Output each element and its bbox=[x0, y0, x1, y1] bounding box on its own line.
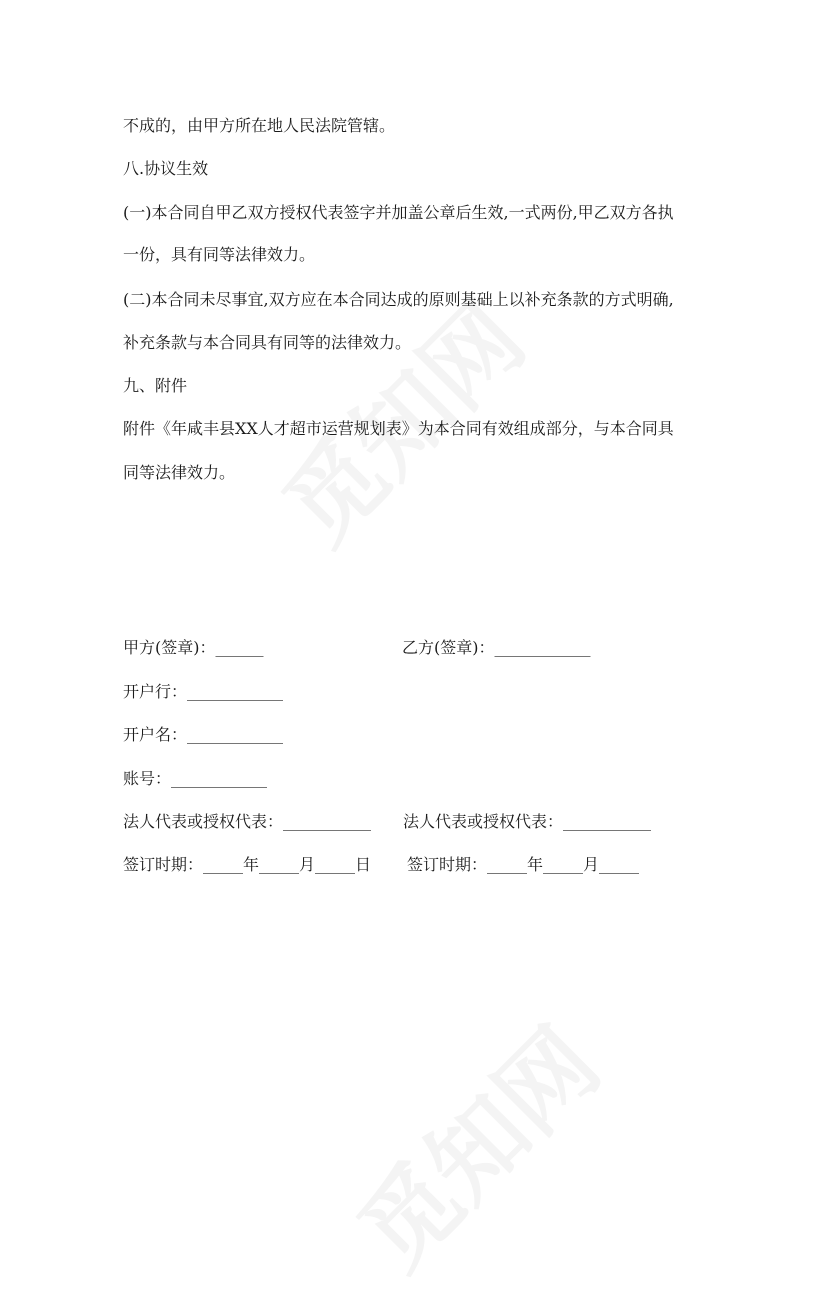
paragraph-attachment-line1: 附件《年咸丰县XX人才超市运营规划表》为本合同有效组成部分，与本合同具 bbox=[123, 419, 674, 438]
heading-section-8: 八.协议生效 bbox=[123, 159, 209, 178]
party-b-sign-date: 签订时期：_____年_____月_____ bbox=[407, 855, 640, 874]
paragraph-8-2-line1: (二)本合同未尽事宜,双方应在本合同达成的原则基础上以补充条款的方式明确, bbox=[123, 290, 674, 309]
heading-section-9: 九、附件 bbox=[123, 376, 188, 395]
party-b-seal: 乙方(签章)：____________ bbox=[402, 638, 591, 657]
bank-field: 开户行：____________ bbox=[123, 682, 284, 701]
watermark-bottom bbox=[324, 993, 625, 1294]
account-name-field: 开户名：____________ bbox=[123, 725, 284, 744]
paragraph-8-1-line2: 一份，具有同等法律效力。 bbox=[123, 245, 316, 264]
party-a-sign-date: 签订时期：_____年_____月_____日 bbox=[123, 855, 372, 874]
paragraph-jurisdiction: 不成的，由甲方所在地人民法院管辖。 bbox=[123, 116, 396, 135]
party-a-seal: 甲方(签章)：______ bbox=[123, 638, 264, 657]
party-a-representative: 法人代表或授权代表：___________ bbox=[123, 812, 372, 831]
account-number-field: 账号：____________ bbox=[123, 769, 268, 788]
paragraph-8-2-line2: 补充条款与本合同具有同等的法律效力。 bbox=[123, 333, 412, 352]
paragraph-attachment-line2: 同等法律效力。 bbox=[123, 463, 236, 482]
paragraph-8-1-line1: (一)本合同自甲乙双方授权代表签字并加盖公章后生效,一式两份,甲乙双方各执 bbox=[123, 203, 674, 222]
party-b-representative: 法人代表或授权代表：___________ bbox=[403, 812, 652, 831]
